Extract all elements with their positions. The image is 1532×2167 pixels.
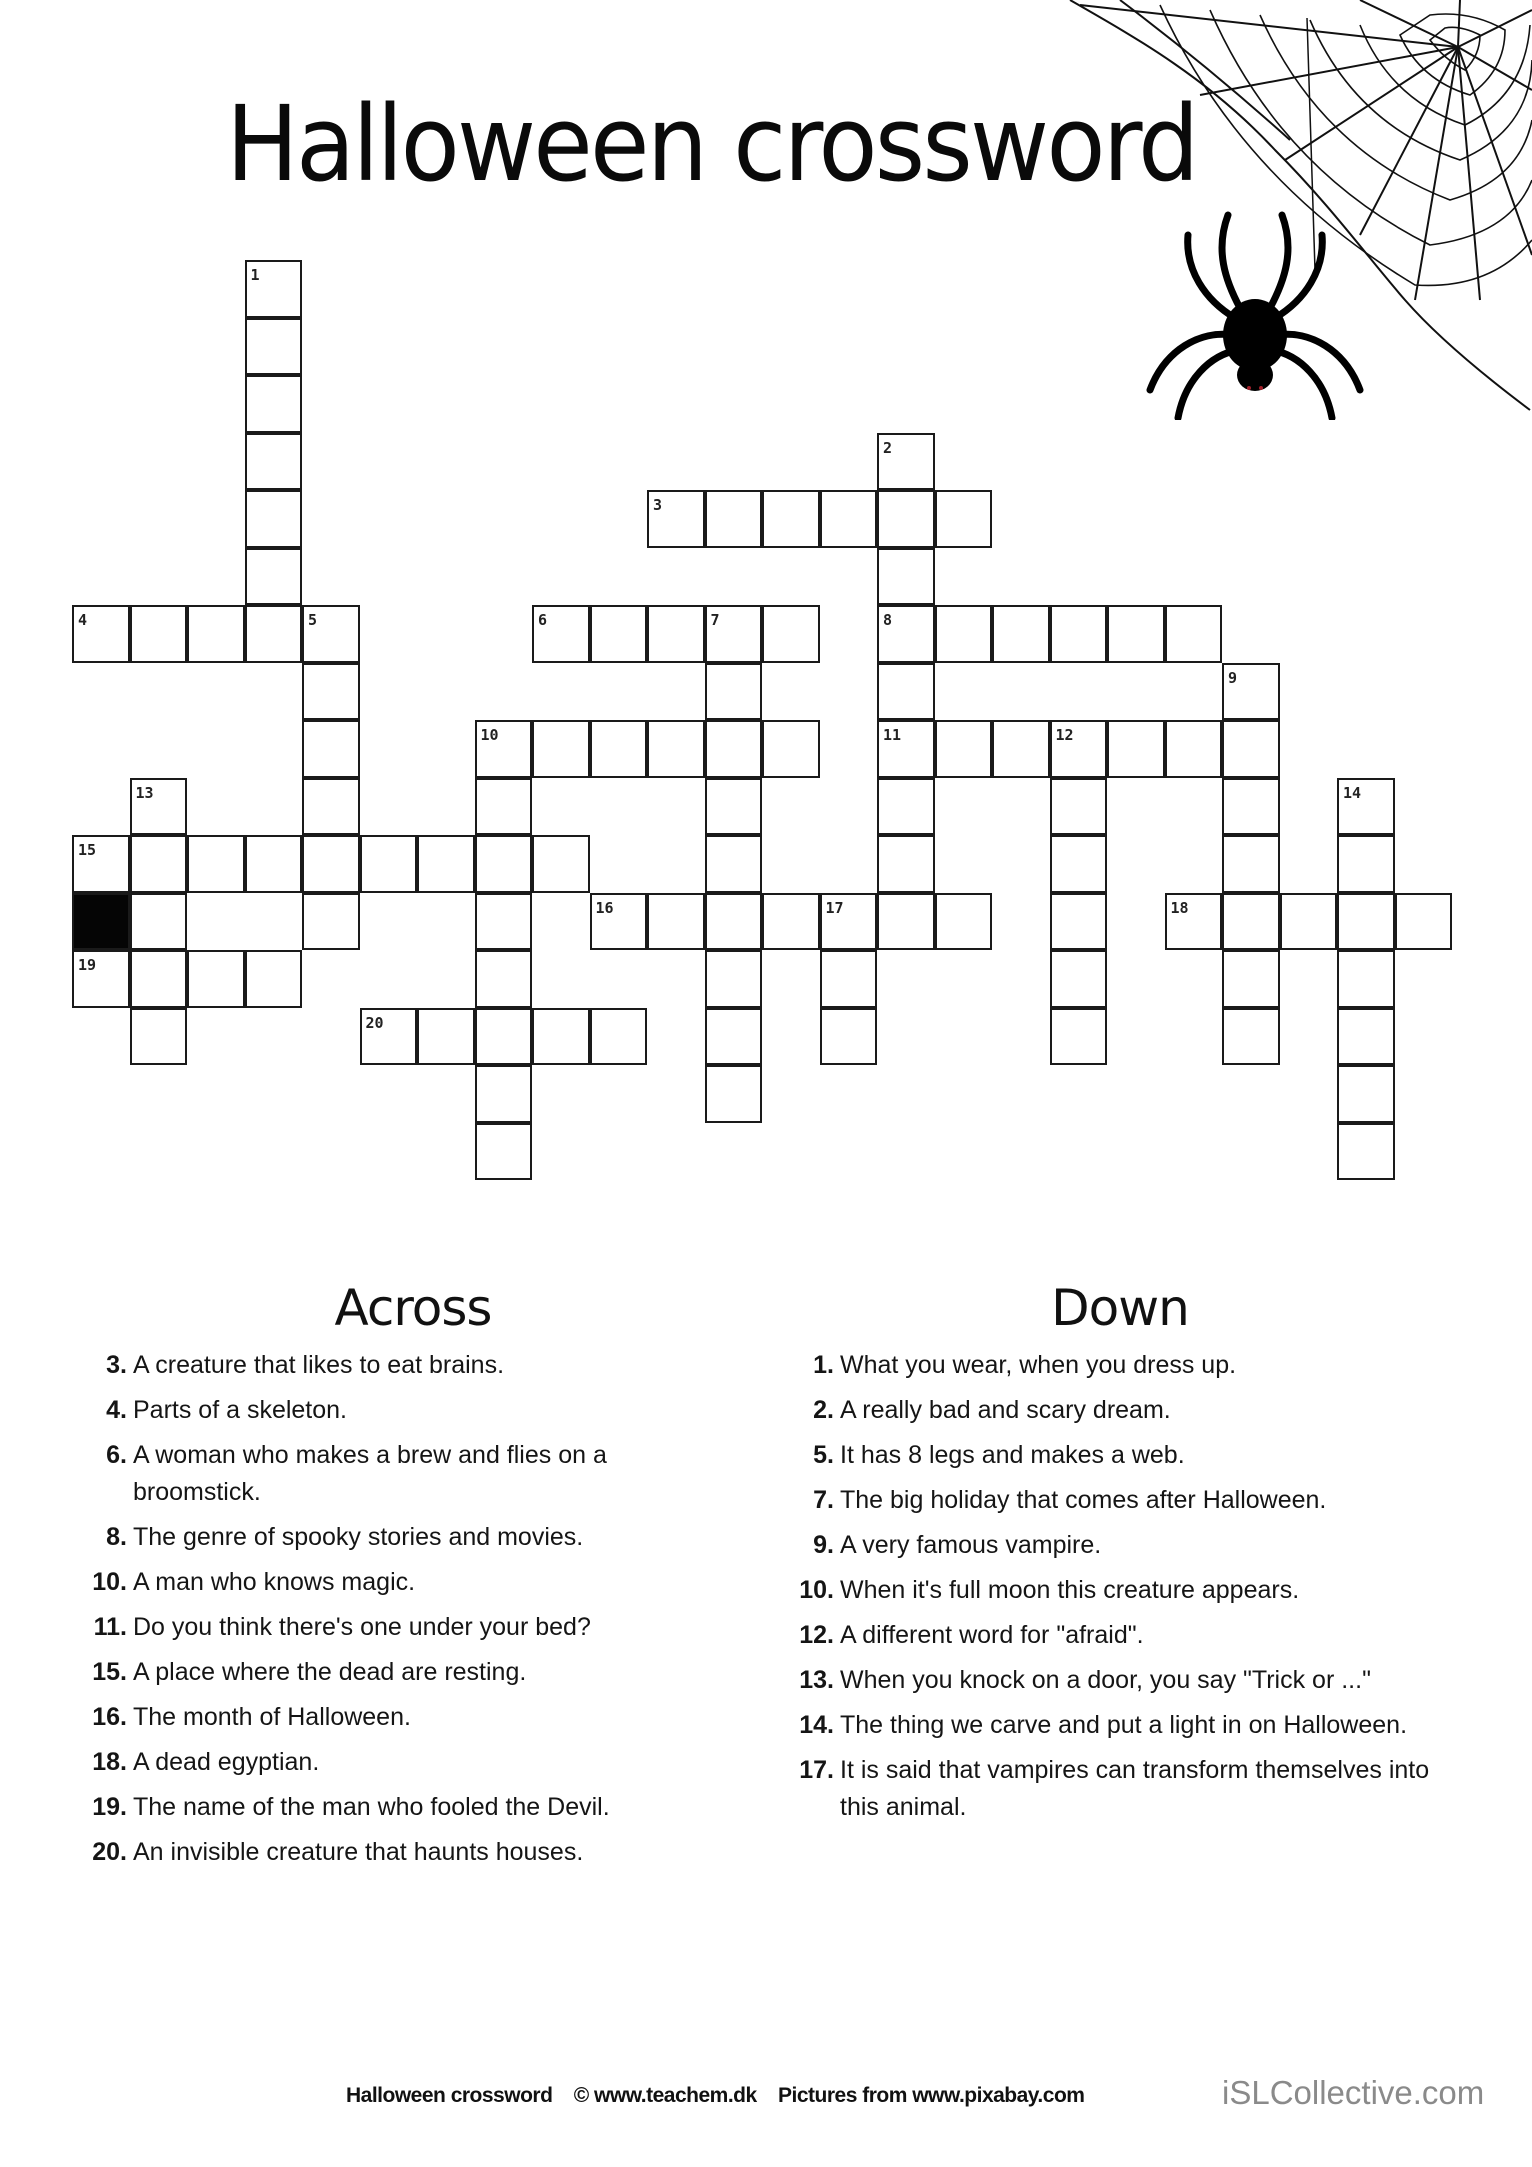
crossword-cell[interactable]: [1050, 950, 1108, 1008]
clue-text: A different word for "afraid".: [840, 1621, 1144, 1649]
crossword-cell[interactable]: [935, 605, 993, 663]
crossword-cell[interactable]: [1165, 605, 1223, 663]
page-title: Halloween crossword: [226, 83, 1197, 205]
crossword-cell[interactable]: [360, 835, 418, 893]
down-clue-list: [792, 1347, 1432, 1834]
crossword-cell[interactable]: [130, 1008, 188, 1066]
crossword-cell[interactable]: [590, 1008, 648, 1066]
crossword-cell[interactable]: [705, 663, 763, 721]
crossword-cell[interactable]: [1222, 835, 1280, 893]
crossword-cell[interactable]: [130, 950, 188, 1008]
crossword-cell[interactable]: [590, 605, 648, 663]
crossword-cell[interactable]: [935, 490, 993, 548]
crossword-cell[interactable]: [1222, 950, 1280, 1008]
footer-credits: [346, 2084, 1100, 2108]
down-heading: Down: [1051, 1279, 1189, 1337]
crossword-cell[interactable]: [475, 1008, 533, 1066]
crossword-cell[interactable]: [647, 893, 705, 951]
clue-number: 8.: [106, 1523, 127, 1551]
crossword-cell[interactable]: [1222, 663, 1280, 721]
clue-down-10: [792, 1572, 1432, 1609]
crossword-cell[interactable]: [130, 835, 188, 893]
footer-copyright: © www.teachem.dk: [573, 2084, 757, 2107]
crossword-cell[interactable]: [475, 835, 533, 893]
crossword-cell[interactable]: [762, 605, 820, 663]
clue-text: A creature that likes to eat brains.: [133, 1351, 505, 1379]
clue-across-11: [85, 1609, 685, 1646]
crossword-cell[interactable]: [877, 663, 935, 721]
cell-number: 18: [1170, 898, 1189, 917]
crossword-cell[interactable]: [245, 548, 303, 606]
clue-text: A place where the dead are resting.: [133, 1658, 527, 1686]
clue-number: 11.: [93, 1613, 127, 1641]
crossword-cell[interactable]: [130, 778, 188, 836]
cell-number: 14: [1343, 783, 1362, 802]
crossword-cell[interactable]: [877, 548, 935, 606]
crossword-cell[interactable]: [302, 835, 360, 893]
crossword-cell[interactable]: [705, 835, 763, 893]
crossword-cell[interactable]: [475, 893, 533, 951]
clue-number: 2.: [813, 1396, 834, 1424]
clue-number: 5.: [813, 1441, 834, 1469]
clue-down-7: [792, 1482, 1432, 1519]
cell-number: 4: [78, 611, 88, 629]
crossword-cell[interactable]: [245, 950, 303, 1008]
crossword-cell[interactable]: [475, 720, 533, 778]
crossword-cell[interactable]: [187, 950, 245, 1008]
clue-across-6: [85, 1437, 685, 1511]
crossword-cell[interactable]: [417, 835, 475, 893]
crossword-cell[interactable]: [705, 1065, 763, 1123]
crossword-cell[interactable]: [1337, 950, 1395, 1008]
clue-number: 10.: [799, 1576, 834, 1604]
clue-across-20: [85, 1834, 685, 1871]
clue-text: What you wear, when you dress up.: [840, 1351, 1237, 1379]
clue-number: 17.: [799, 1756, 834, 1784]
crossword-cell[interactable]: [935, 893, 993, 951]
crossword-cell[interactable]: [245, 433, 303, 491]
crossword-cell[interactable]: [245, 260, 303, 318]
cell-number: 9: [1228, 668, 1238, 687]
cell-number: 6: [538, 611, 548, 629]
cell-number: 10: [480, 726, 499, 744]
crossword-cell[interactable]: [1337, 893, 1395, 951]
cell-number: 5: [308, 611, 318, 629]
crossword-cell[interactable]: [417, 1008, 475, 1066]
clue-down-2: [792, 1392, 1432, 1429]
clue-number: 18.: [92, 1748, 127, 1776]
crossword-cell[interactable]: [72, 605, 130, 663]
crossword-cell[interactable]: [647, 605, 705, 663]
crossword-grid: [73, 261, 1453, 1181]
crossword-cell[interactable]: [1395, 893, 1453, 951]
clue-text: A dead egyptian.: [133, 1748, 320, 1776]
crossword-cell[interactable]: [877, 605, 935, 663]
cell-number: 16: [595, 898, 614, 917]
cell-number: 17: [825, 898, 844, 917]
crossword-cell[interactable]: [1337, 1008, 1395, 1066]
crossword-cell[interactable]: [877, 720, 935, 778]
crossword-cell[interactable]: [1222, 778, 1280, 836]
crossword-cell[interactable]: [1337, 1065, 1395, 1123]
cell-number: 3: [653, 496, 663, 514]
crossword-cell[interactable]: [245, 375, 303, 433]
crossword-cell[interactable]: [877, 490, 935, 548]
clue-number: 13.: [799, 1666, 834, 1694]
crossword-cell[interactable]: [705, 490, 763, 548]
crossword-cell[interactable]: [877, 433, 935, 491]
cell-number: 11: [883, 726, 902, 744]
crossword-cell[interactable]: [935, 720, 993, 778]
crossword-cell[interactable]: [1050, 835, 1108, 893]
crossword-cell[interactable]: [1165, 893, 1223, 951]
crossword-cell[interactable]: [647, 490, 705, 548]
clue-text: Parts of a skeleton.: [133, 1396, 348, 1424]
crossword-cell[interactable]: [532, 605, 590, 663]
crossword-cell[interactable]: [1050, 893, 1108, 951]
footer-pictures-credit: Pictures from www.pixabay.com: [778, 2084, 1085, 2107]
clue-number: 7.: [813, 1486, 834, 1514]
cell-number: 19: [78, 956, 97, 974]
clue-across-3: [85, 1347, 685, 1384]
clue-text: A very famous vampire.: [840, 1531, 1102, 1559]
clue-text: The thing we carve and put a light in on Halloween.: [840, 1711, 1408, 1739]
crossword-cell[interactable]: [475, 778, 533, 836]
crossword-cell[interactable]: [705, 950, 763, 1008]
clue-number: 3.: [106, 1351, 127, 1379]
clue-number: 6.: [106, 1441, 127, 1469]
clue-down-17: [792, 1752, 1432, 1826]
crossword-cell[interactable]: [532, 835, 590, 893]
crossword-cell[interactable]: [590, 893, 648, 951]
clue-text: The genre of spooky stories and movies.: [133, 1523, 584, 1551]
clue-text: When it's full moon this creature appears.: [840, 1576, 1300, 1604]
cell-number: 8: [883, 611, 893, 629]
crossword-cell[interactable]: [762, 490, 820, 548]
clue-text: A woman who makes a brew and flies on a broomstick.: [133, 1441, 607, 1506]
cell-number: 15: [78, 841, 97, 859]
cell-number: 12: [1055, 726, 1074, 744]
cell-number: 1: [250, 266, 260, 284]
clue-across-19: [85, 1789, 685, 1826]
clue-across-15: [85, 1654, 685, 1691]
crossword-cell[interactable]: [72, 835, 130, 893]
crossword-cell[interactable]: [302, 663, 360, 721]
crossword-cell[interactable]: [1337, 778, 1395, 836]
crossword-cell[interactable]: [1107, 605, 1165, 663]
clue-text: The month of Halloween.: [133, 1703, 411, 1731]
crossword-cell[interactable]: [302, 893, 360, 951]
crossword-cell[interactable]: [1222, 893, 1280, 951]
crossword-cell[interactable]: [72, 950, 130, 1008]
clue-across-8: [85, 1519, 685, 1556]
crossword-cell[interactable]: [705, 893, 763, 951]
crossword-cell[interactable]: [532, 1008, 590, 1066]
crossword-cell[interactable]: [877, 893, 935, 951]
clue-down-12: [792, 1617, 1432, 1654]
crossword-cell[interactable]: [705, 720, 763, 778]
watermark-brand: iSLCollective.com: [1222, 2074, 1485, 2111]
clue-number: 15.: [92, 1658, 127, 1686]
clue-across-18: [85, 1744, 685, 1781]
crossword-cell[interactable]: [1337, 1123, 1395, 1181]
crossword-cell[interactable]: [705, 1008, 763, 1066]
crossword-cell[interactable]: [130, 605, 188, 663]
cell-number: 2: [883, 438, 893, 457]
clue-number: 14.: [799, 1711, 834, 1739]
crossword-cell[interactable]: [992, 720, 1050, 778]
clue-across-10: [85, 1564, 685, 1601]
crossword-cell[interactable]: [705, 605, 763, 663]
crossword-cell[interactable]: [475, 1123, 533, 1181]
crossword-cell[interactable]: [475, 1065, 533, 1123]
cell-number: 7: [710, 611, 720, 629]
clue-down-13: [792, 1662, 1432, 1699]
crossword-cell[interactable]: [1107, 720, 1165, 778]
across-heading: Across: [334, 1279, 492, 1337]
clue-down-1: [792, 1347, 1432, 1384]
clue-number: 12.: [799, 1621, 834, 1649]
crossword-cell[interactable]: [705, 778, 763, 836]
footer-title: Halloween crossword: [346, 2084, 553, 2107]
clue-text: An invisible creature that haunts houses.: [133, 1838, 584, 1866]
crossword-cell[interactable]: [1050, 605, 1108, 663]
crossword-cell[interactable]: [187, 835, 245, 893]
crossword-cell[interactable]: [532, 720, 590, 778]
crossword-cell[interactable]: [647, 720, 705, 778]
crossword-cell[interactable]: [590, 720, 648, 778]
crossword-cell[interactable]: [1222, 1008, 1280, 1066]
crossword-cell[interactable]: [992, 605, 1050, 663]
crossword-cell[interactable]: [302, 605, 360, 663]
crossword-cell[interactable]: [130, 893, 188, 951]
clue-number: 1.: [813, 1351, 834, 1379]
crossword-cell[interactable]: [1050, 720, 1108, 778]
clue-text: It has 8 legs and makes a web.: [840, 1441, 1185, 1469]
clue-number: 16.: [92, 1703, 127, 1731]
crossword-cell[interactable]: [1165, 720, 1223, 778]
clue-down-14: [792, 1707, 1432, 1744]
crossword-cell[interactable]: [187, 605, 245, 663]
crossword-cell[interactable]: [1222, 720, 1280, 778]
crossword-cell[interactable]: [475, 950, 533, 1008]
black-cell: [72, 893, 130, 951]
crossword-cell[interactable]: [1337, 835, 1395, 893]
clue-text: A man who knows magic.: [133, 1568, 416, 1596]
crossword-cell[interactable]: [820, 893, 878, 951]
crossword-cell[interactable]: [877, 778, 935, 836]
crossword-cell[interactable]: [762, 893, 820, 951]
clue-number: 20.: [92, 1838, 127, 1866]
cell-number: 13: [135, 783, 154, 802]
crossword-cell[interactable]: [820, 490, 878, 548]
crossword-cell[interactable]: [360, 1008, 418, 1066]
clue-number: 9.: [813, 1531, 834, 1559]
crossword-cell[interactable]: [1280, 893, 1338, 951]
clue-number: 4.: [106, 1396, 127, 1424]
clue-text: The big holiday that comes after Halloween.: [840, 1486, 1327, 1514]
crossword-cell[interactable]: [1050, 1008, 1108, 1066]
crossword-cell[interactable]: [820, 1008, 878, 1066]
crossword-cell[interactable]: [245, 835, 303, 893]
crossword-cell[interactable]: [820, 950, 878, 1008]
clue-text: The name of the man who fooled the Devil.: [133, 1793, 610, 1821]
clue-text: A really bad and scary dream.: [840, 1396, 1171, 1424]
clue-number: 19.: [92, 1793, 127, 1821]
crossword-cell[interactable]: [245, 605, 303, 663]
clue-down-5: [792, 1437, 1432, 1474]
clue-text: When you knock on a door, you say "Trick or ...": [840, 1666, 1371, 1694]
crossword-cell[interactable]: [302, 720, 360, 778]
crossword-cell[interactable]: [245, 318, 303, 376]
crossword-cell[interactable]: [245, 490, 303, 548]
clue-across-16: [85, 1699, 685, 1736]
clue-down-9: [792, 1527, 1432, 1564]
clue-text: It is said that vampires can transform themselves into this animal.: [840, 1756, 1430, 1821]
crossword-cell[interactable]: [1050, 778, 1108, 836]
cell-number: 20: [365, 1013, 384, 1032]
clue-text: Do you think there's one under your bed?: [133, 1613, 591, 1641]
clue-across-4: [85, 1392, 685, 1429]
crossword-cell[interactable]: [762, 720, 820, 778]
crossword-cell[interactable]: [877, 835, 935, 893]
clue-number: 10.: [92, 1568, 127, 1596]
across-clue-list: [85, 1347, 685, 1879]
crossword-cell[interactable]: [302, 778, 360, 836]
